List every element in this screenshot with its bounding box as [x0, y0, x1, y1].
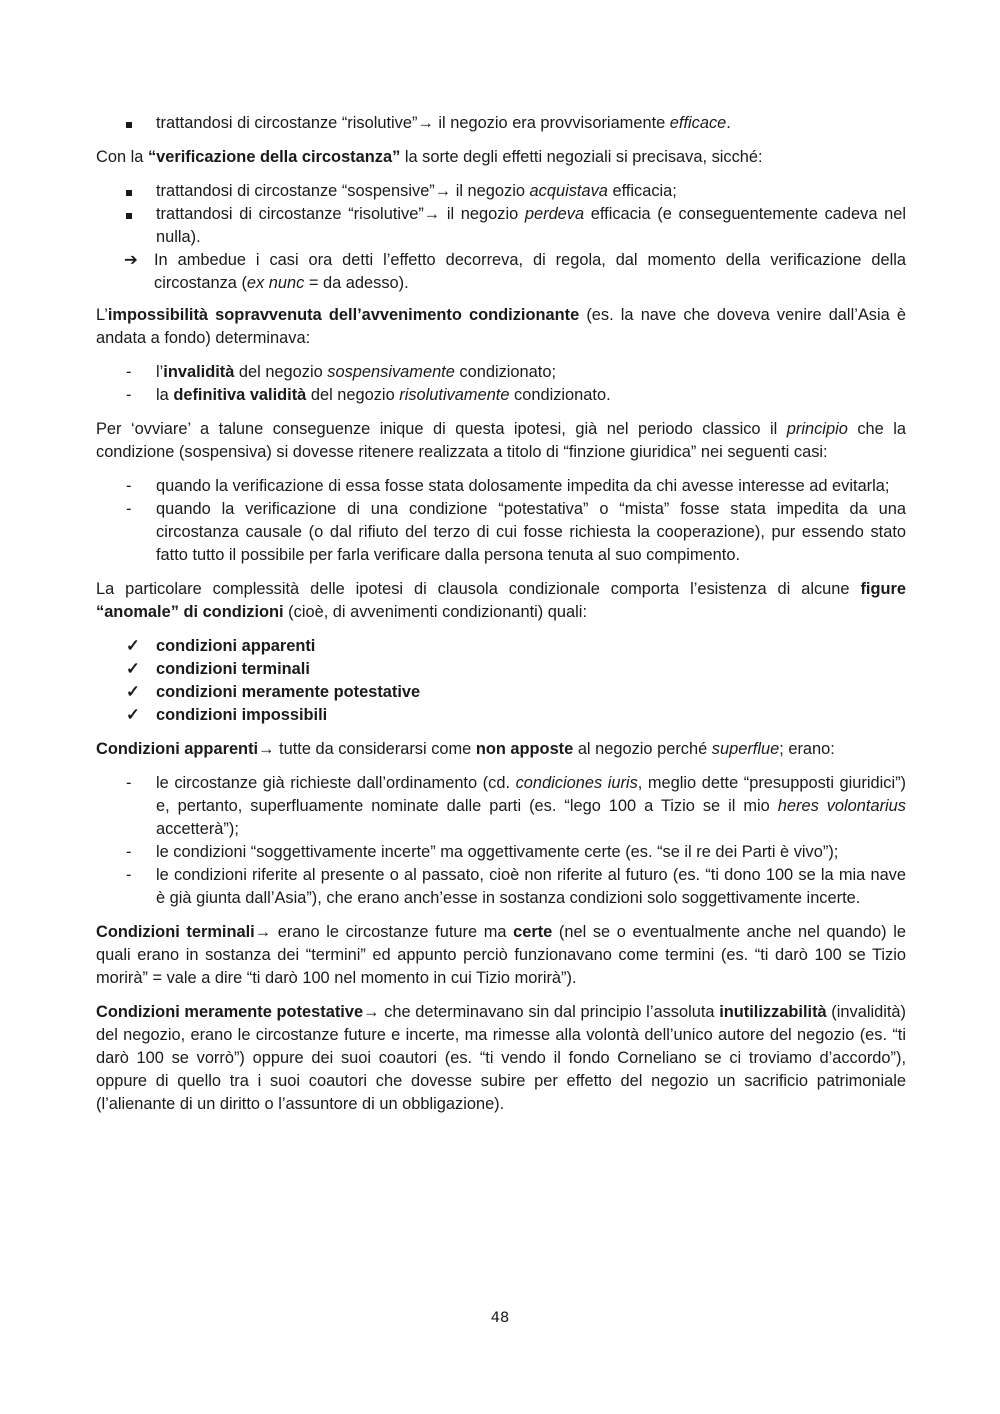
- document-body: [96, 112, 906, 1127]
- paragraph: Per ‘ovviare’ a talune conseguenze inique di questa ipotesi, già nel periodo classico il principio che la condizione (sospensiva) si dovesse ritenere realizzata a titolo di “finzione giuridica” nei seguenti casi:: [96, 420, 906, 461]
- checkmark-icon: ✓: [126, 683, 140, 701]
- dash-bullet-icon: -: [126, 500, 132, 518]
- paragraph: La particolare complessità delle ipotesi di clausola condizionale comporta l’esistenza di alcune figure “anomale” di condizioni (cioè, di avvenimenti condizionanti) quali:: [96, 580, 906, 621]
- list-item: trattandosi di circostanze “risolutive”→ il negozio perdeva efficacia (e conseguentemente cadeva nel nulla).: [96, 203, 906, 249]
- checkmark-icon: ✓: [126, 706, 140, 724]
- list-item: ✓ condizioni terminali: [96, 658, 906, 681]
- arrow-bullet-icon: ➔: [124, 251, 138, 269]
- dash-bullet-icon: -: [126, 477, 132, 495]
- dash-list-fiction: [96, 475, 906, 567]
- dash-bullet-icon: -: [126, 386, 132, 404]
- list-item: - le condizioni “soggettivamente incerte” ma oggettivamente certe (es. “se il re dei Parti è vivo”);: [96, 841, 906, 864]
- list-item: ✓ condizioni apparenti: [96, 635, 906, 658]
- square-bullet-icon: [126, 112, 132, 135]
- checkmark-icon: ✓: [126, 660, 140, 678]
- list-item: - l’invalidità del negozio sospensivamente condizionato;: [96, 361, 906, 384]
- dash-bullet-icon: -: [126, 866, 132, 884]
- list-item: - quando la verificazione di una condizione “potestativa” o “mista” fosse stata impedita da una circostanza causale (o dal rifiuto del terzo di cui fosse richiesta la cooperazione), pur essendo stato fatto tutto il possibile per farla verificare dalla persona tenuta al suo compimento.: [126, 500, 906, 564]
- dash-list-apparent: [96, 772, 906, 910]
- paragraph: Condizioni apparenti→ tutte da considerarsi come non apposte al negozio perché superflue; erano:: [96, 740, 835, 758]
- dash-bullet-icon: -: [126, 843, 132, 861]
- paragraph: Condizioni meramente potestative→ che determinavano sin dal principio l’assoluta inutilizzabilità (invalidità) del negozio, erano le circostanze future e incerte, ma rimesse alla volontà dell’unico autore del negozio (es. “ti darò 100 se vorrò”) oppure dei suoi coautori (es. “ti vendo il fondo Corneliano se ci troviamo d’accordo”), oppure di quello tra i suoi coautori che dovesse subire per effetto del negozio un sacrificio patrimoniale (l’alienante di un diritto o l’assuntore di un obbligazione).: [96, 1003, 906, 1113]
- list-item: - quando la verificazione di essa fosse stata dolosamente impedita da chi avesse interesse ad evitarla;: [96, 475, 906, 498]
- bullet-list-verification: [96, 180, 906, 295]
- list-item: ✓ condizioni impossibili: [96, 704, 906, 727]
- dash-bullet-icon: -: [126, 363, 132, 381]
- checkmark-icon: ✓: [126, 637, 140, 655]
- dash-bullet-icon: -: [126, 774, 132, 792]
- paragraph: Condizioni terminali→ erano le circostanze future ma certe (nel se o eventualmente anche nel quando) le quali erano in sostanza dei “termini” ed appunto perciò funzionavano come termini (es. “ti darò 100 se Tizio morirà” = vale a dire “ti darò 100 nel momento in cui Tizio morirà”).: [96, 923, 906, 987]
- list-item: - le condizioni riferite al presente o al passato, cioè non riferite al futuro (es. “ti dono 100 se la mia nave è già giunta dall’Asia”), che erano anch’esse in sostanza condizioni solo soggettivamente incerte.: [126, 866, 906, 907]
- list-item: ➔ In ambedue i casi ora detti l’effetto decorreva, di regola, dal momento della verificazione della circostanza (ex nunc = da adesso).: [124, 251, 906, 292]
- dash-list-impossibility: [96, 361, 906, 407]
- list-item: - la definitiva validità del negozio risolutivamente condizionato.: [96, 384, 906, 407]
- list-item: trattandosi di circostanze “risolutive”→ il negozio era provvisoriamente efficace.: [96, 112, 906, 135]
- list-item: ✓ condizioni meramente potestative: [96, 681, 906, 704]
- paragraph: Con la “verificazione della circostanza” la sorte degli effetti negoziali si precisava, sicché:: [96, 148, 763, 166]
- check-list-anomalous-conditions: [96, 635, 906, 727]
- square-bullet-icon: [126, 180, 132, 203]
- list-item: trattandosi di circostanze “sospensive”→ il negozio acquistava efficacia;: [96, 180, 906, 203]
- paragraph: L’impossibilità sopravvenuta dell’avvenimento condizionante (es. la nave che doveva venire dall’Asia è andata a fondo) determinava:: [96, 306, 906, 347]
- list-item: - le circostanze già richieste dall’ordinamento (cd. condiciones iuris, meglio dette “presupposti giuridici”) e, pertanto, superfluamente nominate dalle parti (es. “lego 100 a Tizio se il mio heres volontarius accetterà”);: [126, 774, 907, 838]
- bullet-list-top: [96, 112, 906, 135]
- square-bullet-icon: [126, 203, 132, 226]
- page-number: 48: [490, 1310, 510, 1326]
